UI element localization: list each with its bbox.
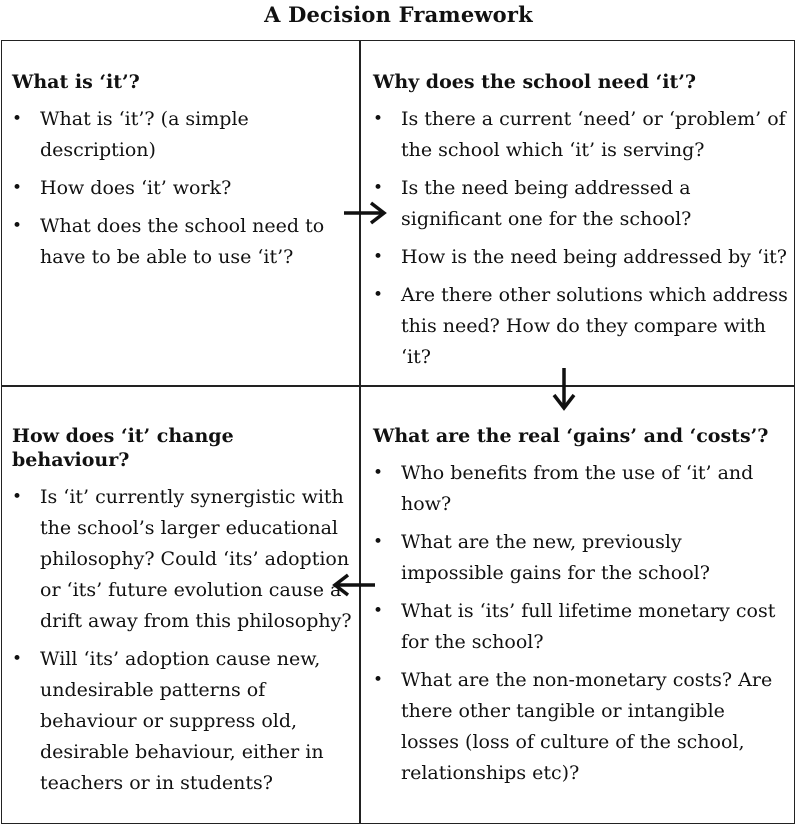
bullet-icon: • (12, 216, 23, 236)
list-item (373, 104, 788, 166)
bullet-icon: • (373, 247, 384, 267)
horizontal-divider (1, 385, 795, 387)
bullet-text: What are the new, previously impossible gains for the school? (401, 531, 710, 584)
quadrant-heading: What is ‘it’? (12, 71, 140, 93)
bullet-icon: • (12, 109, 23, 129)
arrow-right-icon (342, 200, 388, 226)
bullet-icon: • (373, 109, 384, 129)
list-item (12, 173, 352, 204)
bullet-icon: • (373, 532, 384, 552)
quadrant-gains-costs (373, 424, 788, 796)
bullet-list (373, 458, 788, 789)
bullet-list (373, 104, 788, 373)
bullet-icon: • (373, 670, 384, 690)
quadrant-change-behaviour (12, 424, 352, 806)
bullet-icon: • (12, 649, 23, 669)
quadrant-what-is-it (12, 70, 352, 280)
quadrant-heading: How does ‘it’ change behaviour? (12, 425, 234, 471)
bullet-text: What is ‘its’ full lifetime monetary cost for the school? (401, 600, 776, 653)
list-item (373, 280, 788, 373)
list-item (373, 596, 788, 658)
vertical-divider (359, 40, 361, 824)
bullet-list (12, 482, 352, 799)
arrow-left-icon (331, 572, 377, 598)
bullet-text: What does the school need to have to be able to use ‘it’? (40, 215, 325, 268)
bullet-icon: • (373, 285, 384, 305)
bullet-text: Will ‘its’ adoption cause new, undesirable patterns of behaviour or suppress old, desirable behaviour, either in teachers or in students? (40, 648, 324, 794)
bullet-text: What are the non-monetary costs? Are there other tangible or intangible losses (loss of culture of the school, relationships etc)? (401, 669, 773, 784)
list-item (373, 458, 788, 520)
list-item (373, 665, 788, 789)
list-item (373, 527, 788, 589)
bullet-icon: • (373, 178, 384, 198)
list-item (12, 644, 352, 799)
quadrant-heading: Why does the school need ‘it’? (373, 71, 696, 93)
arrow-down-icon (550, 366, 578, 412)
list-item (12, 211, 352, 273)
bullet-icon: • (373, 463, 384, 483)
bullet-text: How is the need being addressed by ‘it? (401, 246, 787, 268)
bullet-icon: • (12, 487, 23, 507)
bullet-text: Is ‘it’ currently synergistic with the school’s larger educational philosophy? Could ‘its’ adoption or ‘its’ future evolution cause a drift away from this philosophy? (40, 486, 352, 632)
bullet-text: Who benefits from the use of ‘it’ and how? (401, 462, 754, 515)
bullet-icon: • (12, 178, 23, 198)
bullet-list (12, 104, 352, 273)
list-item (12, 482, 352, 637)
bullet-text: What is ‘it’? (a simple description) (40, 108, 249, 161)
list-item (373, 242, 788, 273)
list-item (373, 173, 788, 235)
quadrant-why-need-it (373, 70, 788, 380)
bullet-text: How does ‘it’ work? (40, 177, 232, 199)
bullet-icon: • (373, 601, 384, 621)
bullet-text: Is there a current ‘need’ or ‘problem’ of the school which ‘it’ is serving? (401, 108, 786, 161)
diagram-title: A Decision Framework (264, 2, 533, 27)
list-item (12, 104, 352, 166)
bullet-text: Are there other solutions which address this need? How do they compare with ‘it? (401, 284, 788, 368)
bullet-text: Is the need being addressed a significant one for the school? (401, 177, 692, 230)
quadrant-heading: What are the real ‘gains’ and ‘costs’? (373, 425, 769, 447)
